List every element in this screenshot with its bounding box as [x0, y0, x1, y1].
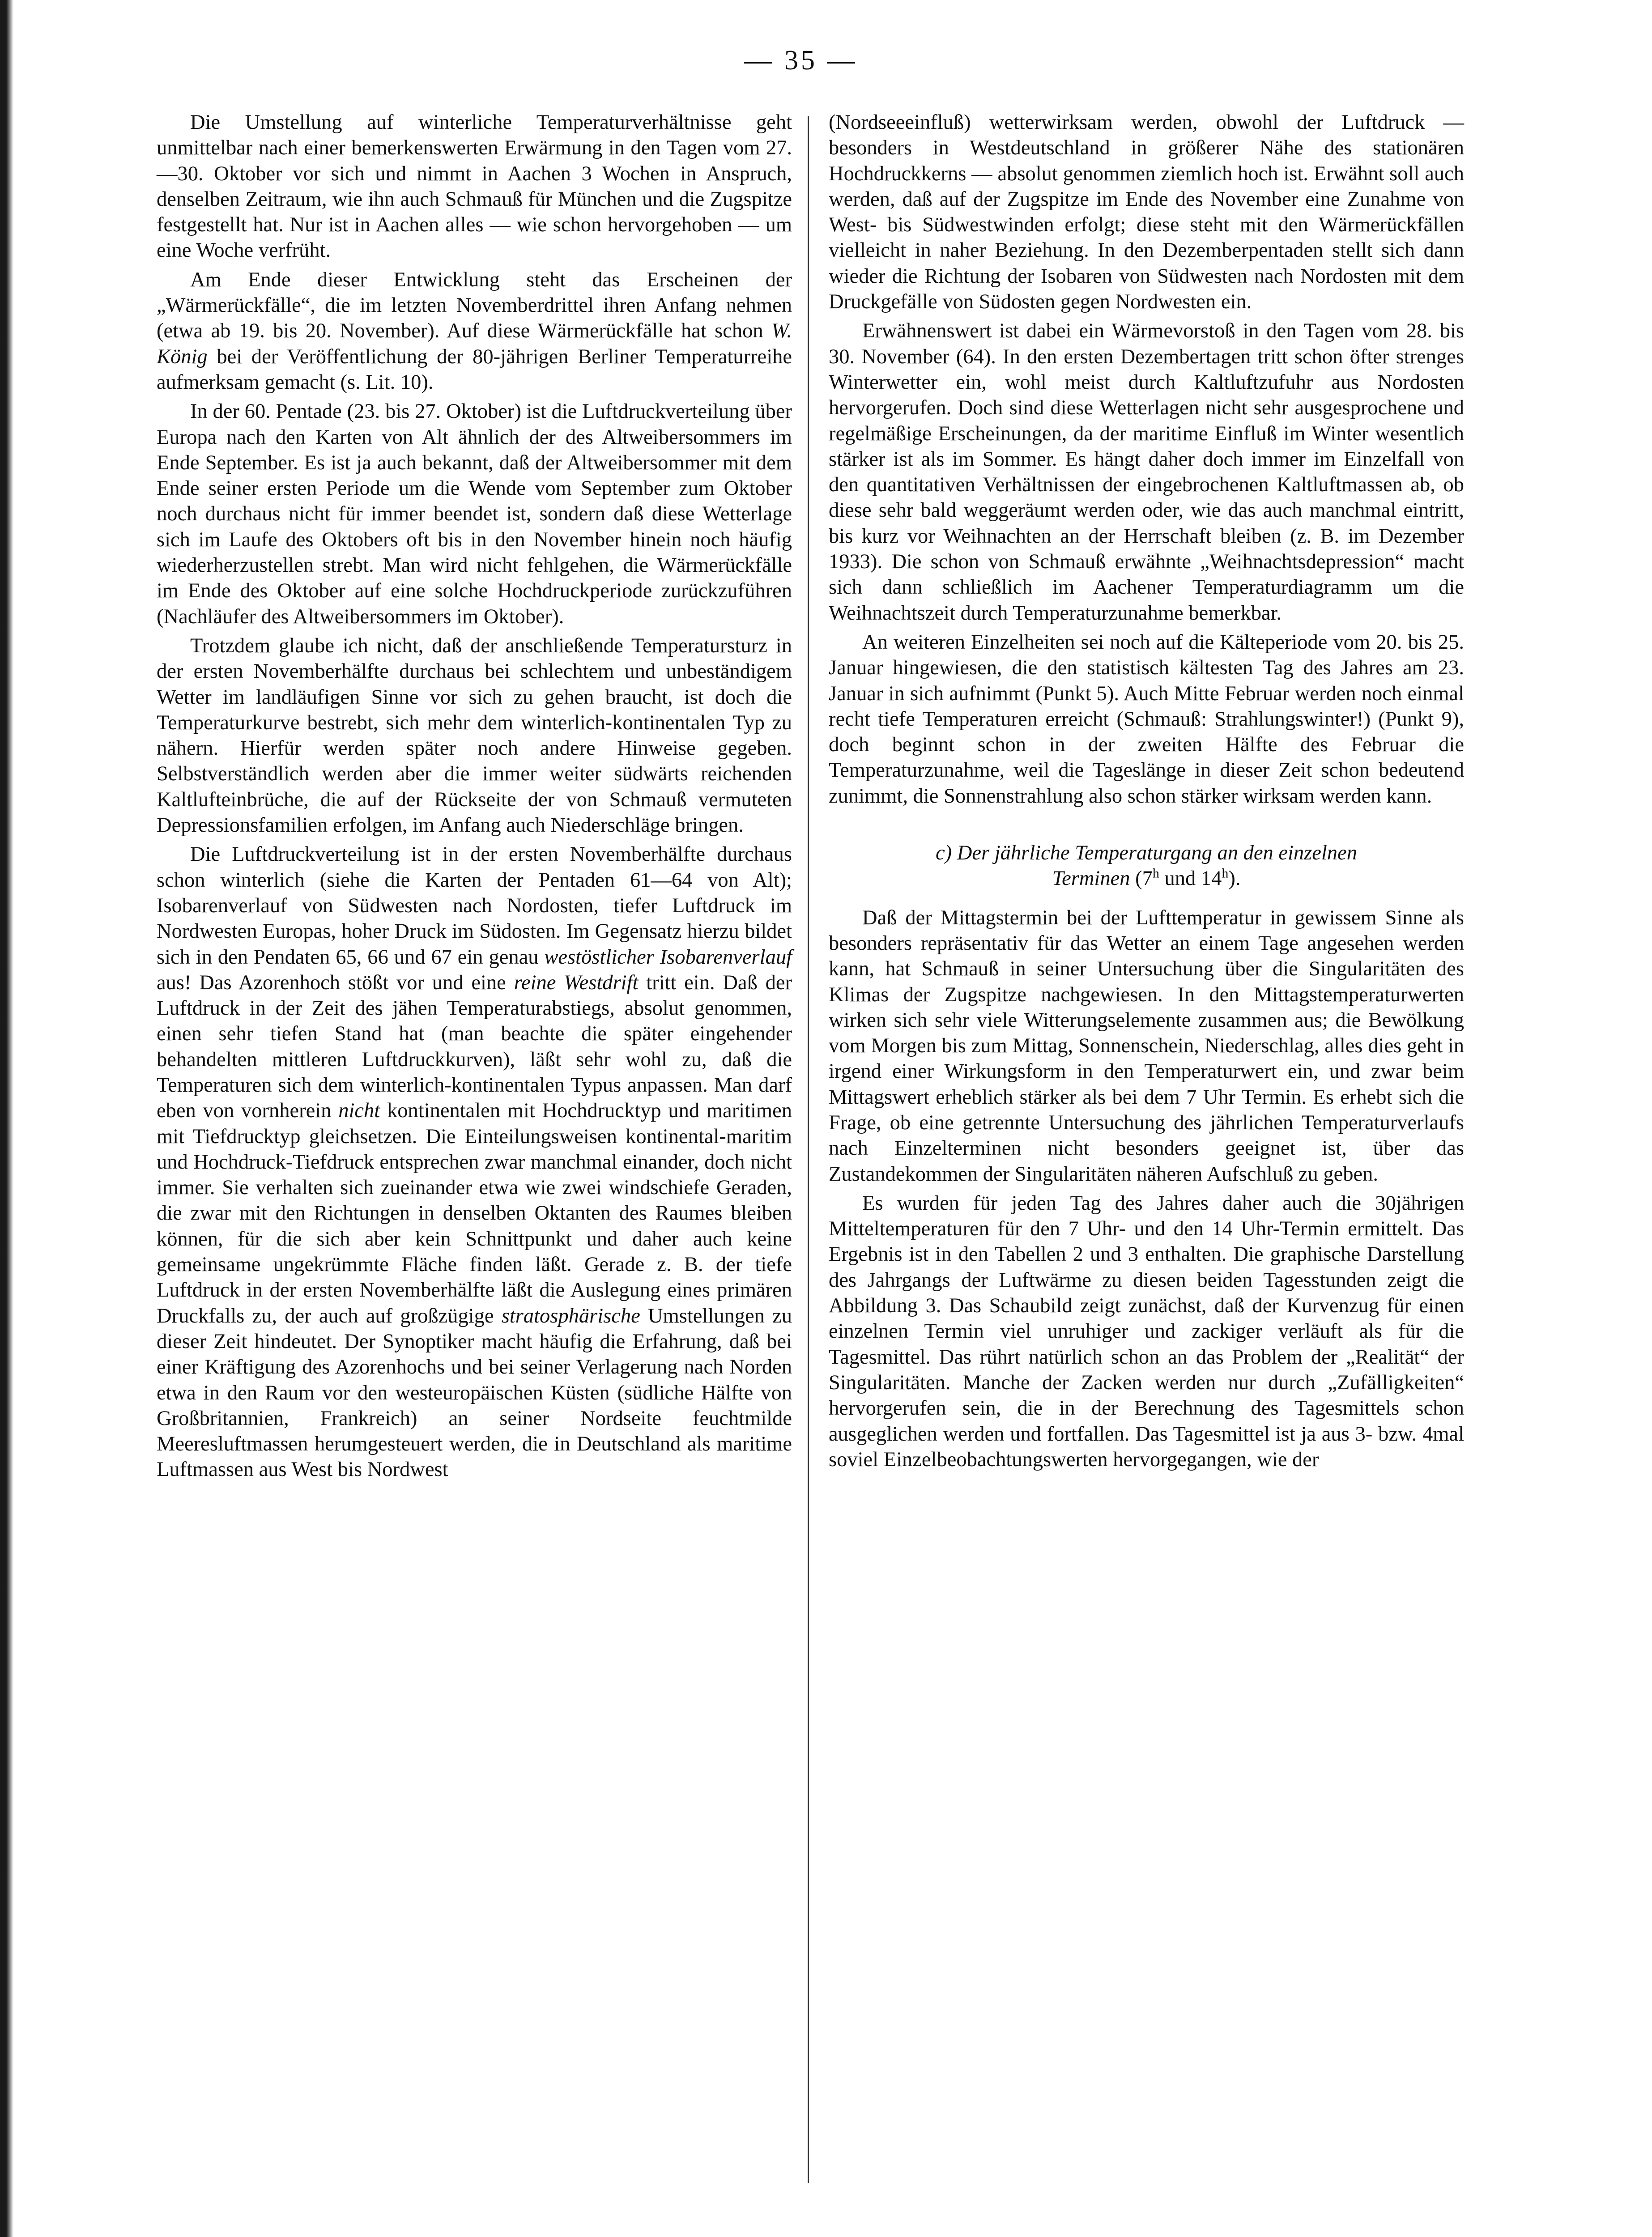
- term-joiner: und: [1159, 867, 1201, 890]
- section-heading-line: [829, 840, 1464, 866]
- paragraph-text: Die Luftdruckverteilung ist in der ersten Novemberhälfte durchaus schon winterlich (siehe die Karten der Pentaden 61—64 von Alt); Isobarenverlauf von Südwesten nach Nordosten, tiefer Luftdruck im Nordwesten Europas, hoher Druck im Südosten. Im Gegensatz hierzu bildet sich in den Pendaten 65, 66 und 67 ein genau: [157, 843, 792, 969]
- section-heading-line: [829, 866, 1464, 891]
- paragraph: Erwähnenswert ist dabei ein Wärmevorstoß in den Tagen vom 28. bis 30. November (64). In den ersten Dezembertagen tritt schon öfter strenges Winterwetter ein, wohl meist durch Kaltluftzufuhr aus Nordosten hervorgerufen. Doch sind diese Wetterlagen nicht sehr ausgesprochene und regelmäßige Erscheinungen, da der maritime Einfluß im Winter wesentlich stärker ist als im Sommer. Es hängt daher doch immer im Einzelfall von den quantitativen Verhältnissen der eingebrochenen Kaltluftmassen ab, ob diese sehr bald weggeräumt werden oder, wie das auch manchmal eintritt, bis kurz vor Weihnachten an der Herrschaft bleiben (z. B. im Dezember 1933). Die schon von Schmauß erwähnte „Weihnachtsdepression“ macht sich dann schließlich im Aachener Temperaturdiagramm um die Weihnachtszeit durch Temperaturzunahme bemerkbar.: [829, 319, 1464, 625]
- paragraph: [157, 267, 792, 395]
- column-divider: [808, 116, 809, 2183]
- paragraph: (Nordseeeinfluß) wetterwirksam werden, obwohl der Luftdruck — besonders in Westdeutschland in größerer Nähe des stationären Hochdruckkerns — absolut genommen ziemlich hoch ist. Erwähnt soll auch werden, daß auf der Zugspitze im Ende des November eine Zunahme von West- bis Südwestwinden erfolgt; diese steht mit den Wärmerückfällen vielleicht in naher Beziehung. In den Dezemberpentaden stellt sich dann wieder die Richtung der Isobaren von Südwesten nach Nordosten mit dem Druckgefälle von Südosten gegen Nordwesten ein.: [829, 111, 1464, 314]
- paragraph-text: Am Ende dieser Entwicklung steht das Erscheinen der „Wärmerückfälle“, die im letzten Novemberdrittel ihren Anfang nehmen (etwa ab 19. bis 20. November). Auf diese Wärmerückfälle hat schon: [157, 268, 792, 343]
- emphasis-text: stratosphärische: [501, 1304, 640, 1327]
- paragraph: Trotzdem glaube ich nicht, daß der anschließende Temperatursturz in der ersten Novemberhälfte durchaus bei schlechtem und unbeständigem Wetter im landläufigen Sinne vor sich zu gehen braucht, ist doch die Temperaturkurve bestrebt, sich mehr dem winterlich-kontinentalen Typ zu nähern. Hierfür werden später noch andere Hinweise gegeben. Selbstverständlich werden aber die immer weiter südwärts reichenden Kaltlufteinbrüche, die auf der Rückseite der von Schmauß vermuteten Depressionsfamilien erfolgen, im Anfang auch Niederschläge bringen.: [157, 634, 792, 837]
- paragraph: In der 60. Pentade (23. bis 27. Oktober) ist die Luftdruckverteilung über Europa nach den Karten von Alt ähnlich der des Altweibersommers im Ende September. Es ist ja auch bekannt, daß der Altweibersommer mit dem Ende seiner ersten Periode um die Wende vom September zum Oktober noch durchaus nicht für immer beendet ist, sondern daß diese Wetterlage sich im Laufe des Oktobers oft bis in den November hinein noch häufig wiederherzustellen strebt. Man wird nicht fehlgehen, die Wärmerückfälle im Ende des Oktober auf eine solche Hochdruckperiode zurückzuführen (Nachläufer des Altweibersommers im Oktober).: [157, 400, 792, 628]
- emphasis-text: nicht: [338, 1099, 380, 1123]
- paragraph-text: bei der Veröffentlichung der 80-jährigen Berliner Temperaturreihe aufmerksam gemacht (s. Lit. 10).: [157, 345, 792, 394]
- emphasis-text: westöstlicher Isobarenverlauf: [544, 945, 792, 969]
- paragraph: [157, 842, 792, 1482]
- term-7: 7: [1142, 867, 1153, 890]
- author-name: W. König: [157, 319, 792, 368]
- left-column: [157, 110, 792, 1483]
- emphasis-text: reine Westdrift: [514, 971, 639, 994]
- term-14-sup: h: [1222, 866, 1229, 881]
- right-column: [829, 110, 1464, 1472]
- paragraph-text: tritt ein. Daß der Luftdruck in der Zeit des jähen Temperaturabstiegs, absolut genommen, einen sehr tiefen Stand hat (man beachte die später eingehender behandelten mittleren Luftdruckkurven), läßt sehr wohl zu, daß die Temperaturen sich dem winterlich-kontinentalen Typus anpassen. Man darf eben von vornherein: [157, 971, 792, 1123]
- paragraph: Es wurden für jeden Tag des Jahres daher auch die 30jährigen Mitteltemperaturen für den 7 Uhr- und den 14 Uhr-Termin ermittelt. Das Ergebnis ist in den Tabellen 2 und 3 enthalten. Die graphische Darstellung des Jahrgangs der Luftwärme zu diesen beiden Tagesstunden zeigt die Abbildung 3. Das Schaubild zeigt zunächst, daß der Kurvenzug für einen einzelnen Termin viel unruhiger und zackiger verläuft als für die Tagesmittel. Das rührt natürlich schon an das Problem der „Realität“ der Singularitäten. Manche der Zacken werden nur durch „Zufälligkeiten“ hervorgerufen sein, die in der Berechnung des Tagesmittels schon ausgeglichen werden und fortfallen. Das Tagesmittel ist ja aus 3- bzw. 4mal soviel Einzelbeobachtungswerten hervorgegangen, wie der: [829, 1191, 1464, 1471]
- paragraph-text: Umstellungen zu dieser Zeit hindeutet. Der Synoptiker macht häufig die Erfahrung, daß bei einer Kräftigung des Azorenhochs und bei seiner Verlagerung nach Norden etwa in den Raum vor den westeuropäischen Küsten (südliche Hälfte von Großbritannien, Frankreich) an seiner Nordseite feuchtmilde Meeresluftmassen herumgesteuert werden, die in Deutschland als maritime Luftmassen aus West bis Nordwest: [157, 1304, 792, 1481]
- paragraph-text: aus! Das Azorenhoch stößt vor und eine: [157, 971, 514, 994]
- scan-edge: [0, 0, 13, 2237]
- term-14: 14: [1201, 867, 1222, 890]
- paragraph: Die Umstellung auf winterliche Temperaturverhältnisse geht unmittelbar nach einer bemerkenswerten Erwärmung in den Tagen vom 27.—30. Oktober vor sich und nimmt in Aachen 3 Wochen in Anspruch, denselben Zeitraum, wie ihn auch Schmauß für München und die Zugspitze festgestellt hat. Nur ist in Aachen alles — wie schon hervorgehoben — um eine Woche verfrüht.: [157, 111, 792, 262]
- section-title-cont: Terminen: [1052, 867, 1130, 890]
- section-title: Der jährliche Temperaturgang an den einzelnen: [957, 842, 1357, 865]
- page-number: — 35 —: [744, 45, 858, 76]
- paragraph: An weiteren Einzelheiten sei noch auf die Kälteperiode vom 20. bis 25. Januar hingewiesen, die den statistisch kältesten Tag des Jahres am 23. Januar in sich aufnimmt (Punkt 5). Auch Mitte Februar werden noch einmal recht tiefe Temperaturen erreicht (Schmauß: Strahlungswinter!) (Punkt 9), doch beginnt schon in der zweiten Hälfte des Februar die Temperaturzunahme, weil die Tageslänge in dieser Zeit schon bedeutend zunimmt, die Sonnenstrahlung also schon stärker wirksam werden kann.: [829, 630, 1464, 808]
- section-heading: [829, 840, 1464, 892]
- paragraph: Daß der Mittagstermin bei der Lufttemperatur in gewissem Sinne als besonders repräsentativ für das Wetter an einem Tage angesehen werden kann, hat Schmauß in seiner Untersuchung über die Singularitäten des Klimas der Zugspitze nachgewiesen. In den Mittagstemperaturwerten wirken sich sehr viele Witterungselemente zusammen aus; die Bewölkung vom Morgen bis zum Mittag, Sonnenschein, Niederschlag, alles dies geht in irgend einer Wirkungsform in den Temperaturwert ein, und zwar beim Mittagswert erheblich stärker als bei dem 7 Uhr Termin. Es erhebt sich die Frage, ob eine getrennte Untersuchung des jährlichen Temperaturverlaufs nach Einzelterminen nicht besonders geeignet ist, über das Zustandekommen der Singularitäten näheren Aufschluß zu geben.: [829, 906, 1464, 1186]
- term-7-sup: h: [1152, 866, 1159, 881]
- paragraph-text: kontinentalen mit Hochdrucktyp und maritimen mit Tiefdrucktyp gleichsetzen. Die Einteilungsweisen kontinental-maritim und Hochdruck-Tiefdruck entsprechen zwar manchmal einander, doch nicht immer. Sie verhalten sich zueinander etwa wie zwei windschiefe Geraden, die zwar mit den Richtungen in denselben Oktanten des Raumes bleiben können, für die sich aber kein Schnittpunkt und daher auch keine gemeinsame ungekrümmte Fläche finden läßt. Gerade z. B. der tiefe Luftdruck in der ersten Novemberhälfte läßt die Auslegung eines primären Druckfalls zu, der auch auf großzügige: [157, 1099, 792, 1327]
- section-times: (7$^h$ und 14$^h$).: [1135, 866, 1241, 890]
- term-close: ).: [1228, 867, 1241, 890]
- section-prefix: c): [936, 842, 957, 865]
